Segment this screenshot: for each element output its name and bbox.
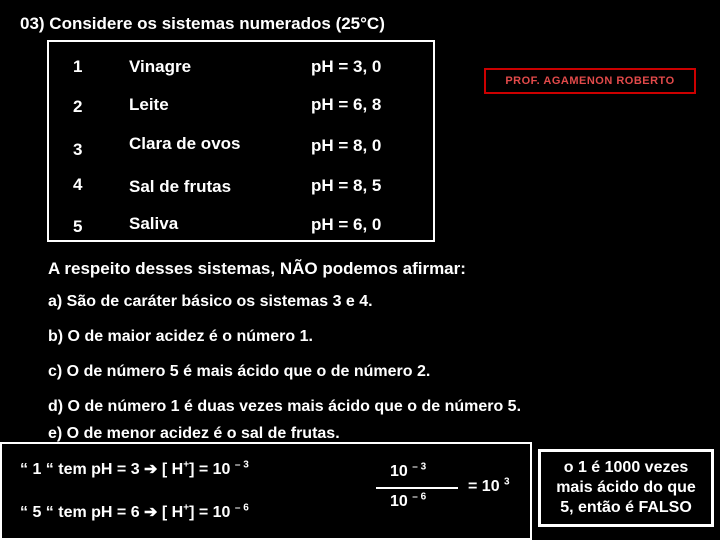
ph-value: pH = 8, 5 bbox=[311, 176, 382, 195]
option-b[interactable]: b) O de maior acidez é o número 1. bbox=[48, 328, 313, 345]
denominator-base: 10 bbox=[390, 493, 408, 510]
calc-line-1-prefix: “ 1 “ tem pH = 3 bbox=[20, 461, 140, 478]
conclusion-box bbox=[538, 449, 714, 527]
row-number: 2 bbox=[73, 97, 83, 116]
calc-line-2-prefix: “ 5 “ tem pH = 6 bbox=[20, 504, 140, 521]
ph-value: pH = 6, 0 bbox=[311, 215, 382, 234]
systems-table bbox=[47, 40, 435, 242]
ph-value: pH = 3, 0 bbox=[311, 57, 382, 76]
system-name: Sal de frutas bbox=[129, 177, 232, 196]
plus-sign: + bbox=[183, 459, 190, 471]
system-name: Leite bbox=[129, 95, 169, 114]
author-badge: PROF. AGAMENON ROBERTO bbox=[484, 68, 696, 94]
fraction-numerator bbox=[390, 463, 426, 481]
system-name: Clara de ovos bbox=[129, 134, 241, 153]
result-base: = 10 bbox=[468, 478, 500, 495]
conclusion-line-1: o 1 é 1000 vezes bbox=[563, 459, 689, 476]
system-name: Vinagre bbox=[129, 57, 192, 76]
row-number: 5 bbox=[73, 217, 83, 236]
conclusion-line-2: mais ácido do que bbox=[556, 479, 696, 496]
ph-value: pH = 6, 8 bbox=[311, 95, 382, 114]
calc-line-2 bbox=[20, 502, 249, 522]
fraction-result bbox=[468, 478, 510, 496]
arrow-icon: ➔ bbox=[144, 504, 158, 521]
option-d[interactable]: d) O de número 1 é duas vezes mais ácido que o de número 5. bbox=[48, 398, 522, 415]
option-e[interactable]: e) O de menor acidez é o sal de frutas. bbox=[48, 425, 340, 442]
result-exponent: 3 bbox=[504, 476, 510, 488]
calc-line-2-end: ] = 10 bbox=[189, 504, 231, 521]
ph-value: pH = 8, 0 bbox=[311, 136, 382, 155]
calc-line-1 bbox=[20, 459, 249, 479]
numerator-base: 10 bbox=[390, 463, 408, 480]
fraction-bar bbox=[376, 487, 458, 489]
option-c[interactable]: c) O de número 5 é mais ácido que o de número 2. bbox=[48, 363, 431, 380]
question-title: 03) Considere os sistemas numerados (25°C) bbox=[20, 14, 385, 33]
fraction-denominator bbox=[390, 493, 426, 511]
denominator-exponent: – 6 bbox=[412, 491, 427, 503]
row-number: 1 bbox=[73, 57, 83, 76]
option-a[interactable]: a) São de caráter básico os sistemas 3 e 4. bbox=[48, 293, 373, 310]
arrow-icon: ➔ bbox=[144, 461, 158, 478]
calc-line-2-h: [ H bbox=[161, 504, 184, 521]
question-prompt: A respeito desses sistemas, NÃO podemos afirmar: bbox=[48, 259, 466, 278]
exponent: – 6 bbox=[234, 502, 249, 514]
plus-sign: + bbox=[183, 502, 190, 514]
conclusion-line-3: 5, então é FALSO bbox=[560, 499, 692, 516]
row-number: 4 bbox=[73, 175, 83, 194]
row-number: 3 bbox=[73, 140, 83, 159]
system-name: Saliva bbox=[129, 214, 179, 233]
calculation-box bbox=[0, 442, 532, 540]
calc-line-1-end: ] = 10 bbox=[189, 461, 231, 478]
calc-line-1-h: [ H bbox=[161, 461, 184, 478]
exponent: – 3 bbox=[234, 459, 249, 471]
numerator-exponent: – 3 bbox=[412, 461, 427, 473]
